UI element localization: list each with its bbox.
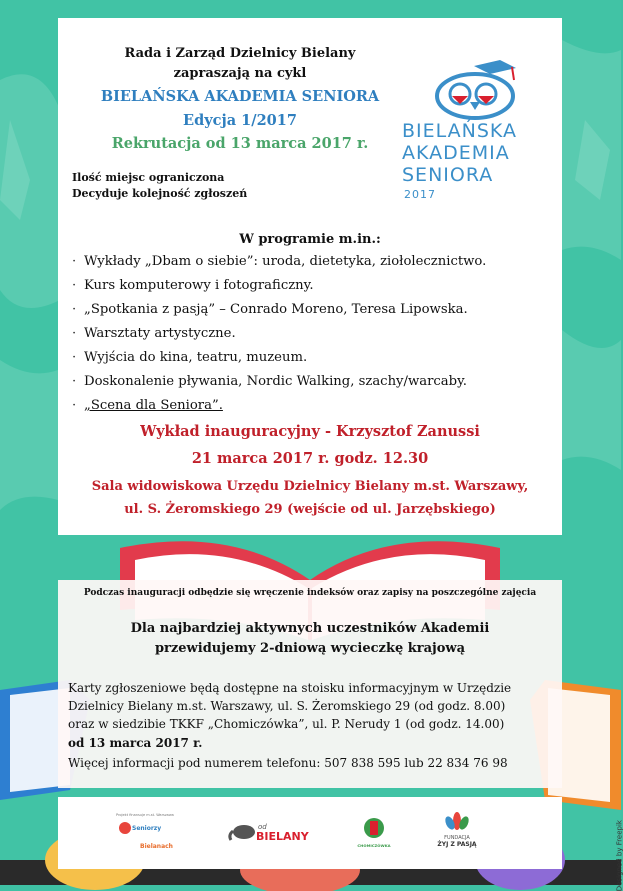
trip-line-2: przewidujemy 2-dniową wycieczkę krajową bbox=[154, 641, 466, 656]
owl-graduation-cap-icon bbox=[430, 58, 520, 118]
recruitment-date: Rekrutacja od 13 marca 2017 r. bbox=[111, 135, 369, 152]
sponsors-panel: Projekt finansuje m.st. Warszawa Seniorzy Bielanach od BIELANY CHOMICZÓWKA FUNDACJA ŻYJ Z PASJĄ bbox=[58, 797, 562, 869]
invite-line: zapraszają na cykl bbox=[173, 66, 307, 81]
registration-info-panel bbox=[58, 580, 562, 788]
forms-line-1: Karty zgłoszeniowe będą dostępne na stoisku informacyjnym w Urzędzie bbox=[68, 681, 512, 695]
heart-icon bbox=[118, 821, 132, 835]
design-credit: Designed by Freepik bbox=[615, 820, 623, 891]
academy-logo bbox=[390, 58, 550, 208]
inaugural-datetime: 21 marca 2017 r. godz. 12.30 bbox=[191, 450, 429, 467]
phone-info: Więcej informacji pod numerem telefonu: 507 838 595 lub 22 834 76 98 bbox=[68, 756, 508, 770]
list-item: · „Spotkania z pasją” – Conrado Moreno, Teresa Lipowska. bbox=[72, 302, 468, 317]
tkkf-emblem-icon bbox=[363, 817, 385, 839]
forms-line-4: od 13 marca 2017 r. bbox=[68, 736, 203, 750]
trip-line-1: Dla najbardziej aktywnych uczestników Akademii bbox=[130, 621, 490, 636]
logo-line-3: SENIORA bbox=[402, 164, 494, 186]
elephant-icon bbox=[228, 823, 258, 841]
logo-year: 2017 bbox=[404, 188, 436, 201]
list-item: · Doskonalenie pływania, Nordic Walking, szachy/warcaby. bbox=[72, 374, 467, 389]
forms-line-2: Dzielnicy Bielany m.st. Warszawy, ul. S. Żeromskiego 29 (od godz. 8.00) bbox=[68, 699, 506, 713]
edition-label: Edycja 1/2017 bbox=[183, 112, 297, 129]
seniorzy-bielany-logo: Projekt finansuje m.st. Warszawa Seniorzy Bielanach bbox=[116, 813, 174, 850]
logo-line-1: BIELAŃSKA bbox=[402, 120, 518, 142]
tkkf-chomiczowka-logo: CHOMICZÓWKA bbox=[354, 817, 394, 848]
forms-line-3: oraz w siedzibie TKKF „Chomiczówka”, ul. P. Nerudy 1 (od godz. 14.00) bbox=[68, 717, 505, 731]
list-item: · „Scena dla Seniora”. bbox=[72, 398, 223, 413]
lotus-icon bbox=[442, 811, 472, 831]
venue-line-1: Sala widowiskowa Urzędu Dzielnicy Bielany m.st. Warszawy, bbox=[91, 479, 529, 494]
order-note: Decyduje kolejność zgłoszeń bbox=[72, 187, 248, 200]
program-title: BIELAŃSKA AKADEMIA SENIORA bbox=[100, 88, 380, 105]
inaugural-lecture: Wykład inauguracyjny - Krzysztof Zanussi bbox=[140, 423, 480, 440]
main-info-panel bbox=[58, 18, 562, 535]
ceremony-note: Podczas inauguracji odbędzie się wręczenie indeksów oraz zapisy na poszczególne zajęcia bbox=[83, 588, 537, 598]
list-item: · Kurs komputerowy i fotograficzny. bbox=[72, 278, 314, 293]
limited-places-note: Ilość miejsc ograniczona bbox=[72, 171, 225, 184]
fundacja-zyj-z-pasja-logo: FUNDACJA ŻYJ Z PASJĄ bbox=[432, 811, 482, 848]
venue-line-2: ul. S. Żeromskiego 29 (wejście od ul. Jarzębskiego) bbox=[124, 502, 496, 517]
list-item: · Warsztaty artystyczne. bbox=[72, 326, 236, 341]
organizer-line: Rada i Zarząd Dzielnicy Bielany bbox=[124, 46, 356, 61]
program-heading: W programie m.in.: bbox=[239, 232, 381, 247]
list-item: · Wykłady „Dbam o siebie”: uroda, dietetyka, ziołolecznictwo. bbox=[72, 254, 487, 269]
logo-line-2: AKADEMIA bbox=[402, 142, 510, 164]
list-item: · Wyjścia do kina, teatru, muzeum. bbox=[72, 350, 308, 365]
